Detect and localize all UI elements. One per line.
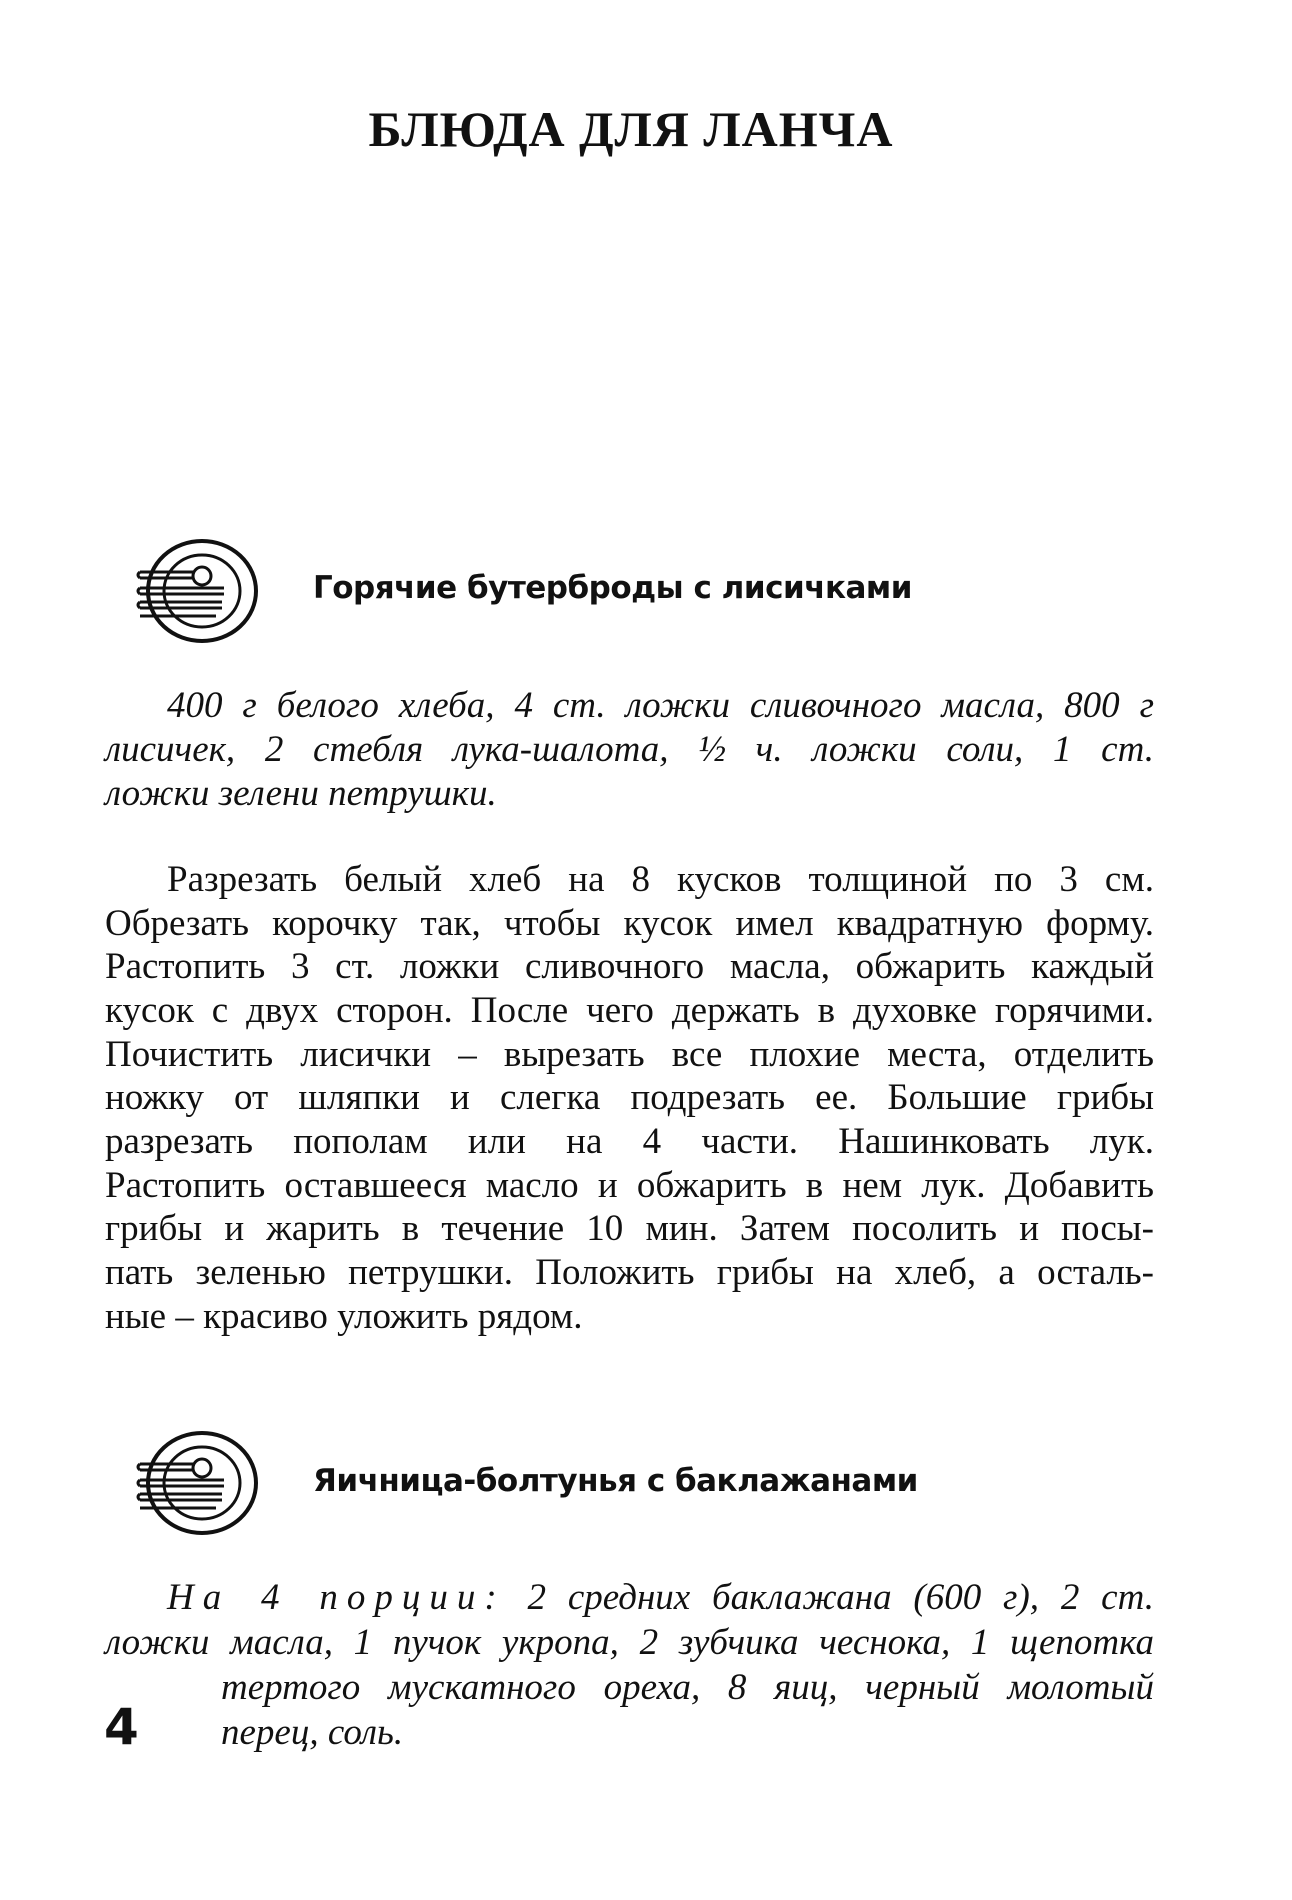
instructions-line: Почистить лисички – вырезать все плохие места, отделить [105,1034,1154,1075]
instructions-line: Обрезать корочку так, чтобы кусок имел квадратную форму. [105,903,1154,944]
plate-cutlery-icon [136,1428,260,1538]
page-number: 4 [104,1698,139,1756]
instructions-line: грибы и жарить в течение 10 мин. Затем посолить и посы- [105,1208,1154,1249]
recipe-title: Яичница-болтунья с баклажанами [313,1463,918,1499]
ingredients-text: 2 средних баклажана (600 г), 2 ст. [527,1577,1155,1618]
plate-cutlery-icon [136,536,260,646]
instructions-line: ножку от шляпки и слегка подрезать ее. Большие грибы [105,1077,1154,1118]
instructions-line: ные – красиво уложить рядом. [105,1296,583,1337]
ingredients-line: лисичек, 2 стебля лука-шалота, ½ ч. ложки соли, 1 ст. [105,729,1154,770]
ingredients-line [167,1576,1154,1620]
instructions-line: кусок с двух сторон. После чего держать в духовке горячими. [105,990,1154,1031]
servings-label: На 4 порции: [167,1577,506,1618]
instructions-line: пать зеленью петрушки. Положить грибы на хлеб, а осталь- [105,1252,1154,1293]
ingredients-line: ложки зелени петрушки. [105,773,497,814]
ingredients-line: ложки масла, 1 пучок укропа, 2 зубчика чеснока, 1 щепотка [105,1622,1154,1663]
ingredients-line: 400 г белого хлеба, 4 ст. ложки сливочного масла, 800 г [167,685,1154,726]
ingredients-line: перец, соль. [221,1712,404,1753]
ingredients-line: тертого мускатного ореха, 8 яиц, черный молотый [221,1667,1154,1708]
instructions-line: Растопить оставшееся масло и обжарить в нем лук. Добавить [105,1165,1154,1206]
page-title: БЛЮДА ДЛЯ ЛАНЧА [368,101,894,157]
recipe-title: Горячие бутерброды с лисичками [313,570,912,606]
instructions-line: Растопить 3 ст. ложки сливочного масла, обжарить каждый [105,946,1154,987]
instructions-line: Разрезать белый хлеб на 8 кусков толщиной по 3 см. [167,859,1154,900]
instructions-line: разрезать пополам или на 4 части. Нашинковать лук. [105,1121,1154,1162]
